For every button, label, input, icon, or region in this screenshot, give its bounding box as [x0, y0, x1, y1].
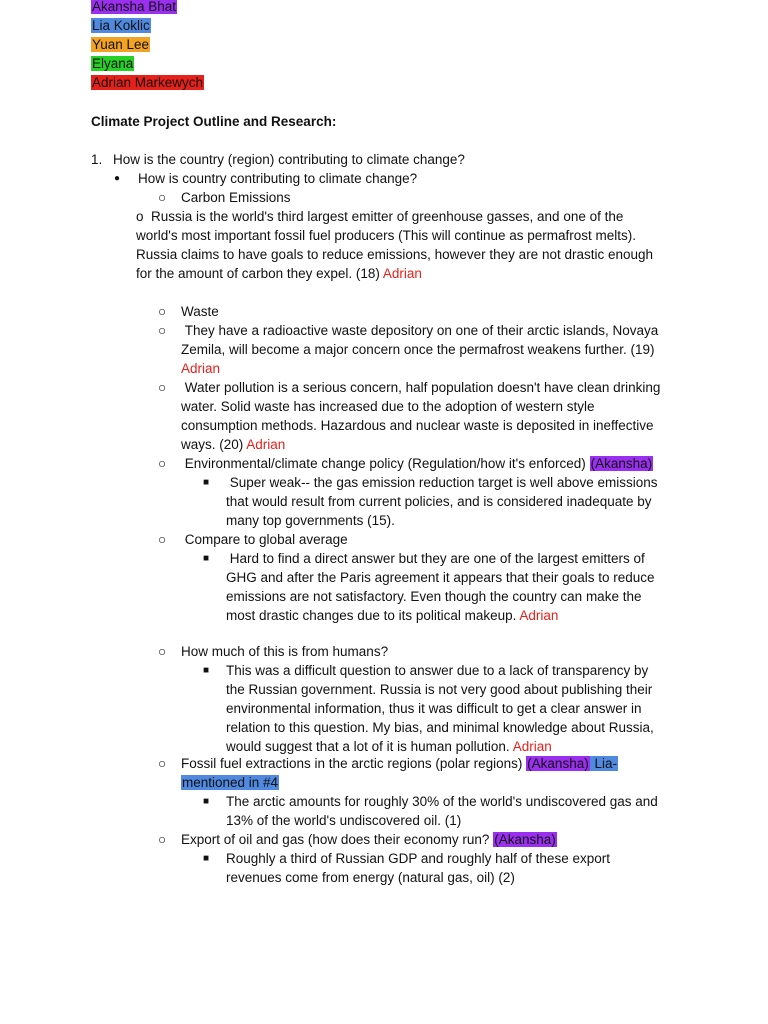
radioactive-line-2: Zemila, will become a major concern once the permafrost weakens further. (19) [181, 342, 655, 357]
arctic-line-1: The arctic amounts for roughly 30% of the world's undiscovered gas and [226, 794, 658, 809]
page-title: Climate Project Outline and Research: [91, 114, 337, 129]
humans-label: How much of this is from humans? [181, 644, 389, 659]
policy-item [181, 454, 653, 473]
name-elyana: Elyana [92, 56, 134, 71]
hard-line-1: Hard to find a direct answer but they are one of the largest emitters of [229, 551, 645, 566]
circle-marker: ○ [158, 380, 167, 395]
russia-paragraph [136, 207, 653, 283]
export-item [181, 830, 557, 849]
radioactive-line-1: They have a radioactive waste depository on one of their arctic islands, Novaya [184, 323, 659, 338]
waste-label: Waste [181, 304, 219, 319]
carbon-emissions-label: Carbon Emissions [181, 190, 291, 205]
author-tag: Adrian [519, 608, 559, 623]
superweak-line-3: many top governments (15). [226, 513, 395, 528]
author-tag: Adrian [246, 437, 286, 452]
difficult-line-4: relation to this question. My bias, and minimal knowledge about Russia, [226, 720, 654, 735]
radioactive-paragraph [181, 321, 658, 378]
name-akansha: Akansha Bhat [92, 0, 177, 14]
water-paragraph [181, 378, 660, 454]
superweak-line-2: that would result from current policies, and is considered inadequate by [226, 494, 652, 509]
question-1: How is the country (region) contributing to climate change? [113, 152, 465, 167]
water-line-3: consumption methods. Hazardous and nuclear waste is deposited in ineffective [181, 418, 654, 433]
small-o-marker: o [136, 209, 144, 224]
author-tag: Adrian [382, 266, 422, 281]
difficult-line-2: the Russian government. Russia is not very good about publishing their [226, 682, 653, 697]
hard-line-2: GHG and after the Paris agreement it appears that their goals to reduce [226, 570, 655, 585]
hard-line-4: most drastic changes due to its political makeup. [226, 608, 517, 623]
difficult-line-5: would suggest that a lot of it is human pollution. [226, 739, 510, 754]
compare-label: Compare to global average [184, 532, 348, 547]
fossil-item [181, 754, 618, 792]
circle-marker: ○ [158, 323, 167, 338]
fossil-label: Fossil fuel extractions in the arctic regions (polar regions) [181, 756, 523, 771]
difficult-line-1: This was a difficult question to answer due to a lack of transparency by [226, 663, 649, 678]
circle-marker: ○ [158, 190, 167, 205]
difficult-paragraph [226, 661, 654, 756]
circle-marker: ○ [158, 756, 167, 771]
export-label: Export of oil and gas (how does their economy run? [181, 832, 490, 847]
square-marker: ■ [203, 853, 210, 864]
circle-marker: ○ [158, 304, 167, 319]
bullet-marker: ● [114, 173, 121, 184]
name-yuan: Yuan Lee [92, 37, 150, 52]
square-marker: ■ [203, 477, 210, 488]
lia-tag-text: Lia- [594, 756, 617, 771]
russia-line-2: world's most important fossil fuel producers (This will continue as permafrost melts). [136, 228, 636, 243]
lia-tag [590, 756, 618, 771]
superweak-paragraph [226, 473, 657, 530]
difficult-line-3: environmental information, thus it was difficult to get a clear answer in [226, 701, 642, 716]
circle-marker: ○ [158, 456, 167, 471]
gdp-line-2: revenues come from energy (natural gas, oil) (2) [226, 870, 515, 885]
gdp-paragraph [226, 849, 610, 887]
name-adrian: Adrian Markewych [92, 75, 204, 90]
water-line-2: water. Solid waste has increased due to the adoption of western style [181, 399, 595, 414]
author-names [91, 0, 204, 92]
square-marker: ■ [203, 796, 210, 807]
superweak-line-1: Super weak-- the gas emission reduction target is well above emissions [229, 475, 658, 490]
water-line-1: Water pollution is a serious concern, half population doesn't have clean drinking [184, 380, 661, 395]
water-line-4: ways. (20) [181, 437, 244, 452]
compare-item [181, 530, 348, 549]
circle-marker: ○ [158, 532, 167, 547]
lia-note: mentioned in #4 [182, 775, 279, 790]
akansha-tag: (Akansha) [527, 756, 589, 771]
sub-question: How is country contributing to climate change? [138, 171, 418, 186]
author-tag: Adrian [512, 739, 552, 754]
akansha-tag: (Akansha) [590, 456, 653, 471]
arctic-paragraph [226, 792, 658, 830]
russia-line-3: Russia claims to have goals to reduce emissions, however they are not drastic enough [136, 247, 654, 262]
russia-line-1: Russia is the world's third largest emitter of greenhouse gasses, and one of the [151, 209, 624, 224]
list-number: 1. [91, 152, 103, 167]
hard-line-3: emissions are not satisfactory. Even though the country can make the [226, 589, 642, 604]
name-lia: Lia Koklic [92, 18, 150, 33]
gdp-line-1: Roughly a third of Russian GDP and roughly half of these export [226, 851, 610, 866]
square-marker: ■ [203, 665, 210, 676]
circle-marker: ○ [158, 644, 167, 659]
author-tag: Adrian [181, 361, 221, 376]
arctic-line-2: 13% of the world's undiscovered oil. (1) [226, 813, 462, 828]
akansha-tag: (Akansha) [494, 832, 556, 847]
circle-marker: ○ [158, 832, 167, 847]
hard-paragraph [226, 549, 655, 625]
russia-line-4: for the amount of carbon they expel. (18) [136, 266, 380, 281]
square-marker: ■ [203, 553, 210, 564]
policy-label: Environmental/climate change policy (Regulation/how it's enforced) [184, 456, 586, 471]
